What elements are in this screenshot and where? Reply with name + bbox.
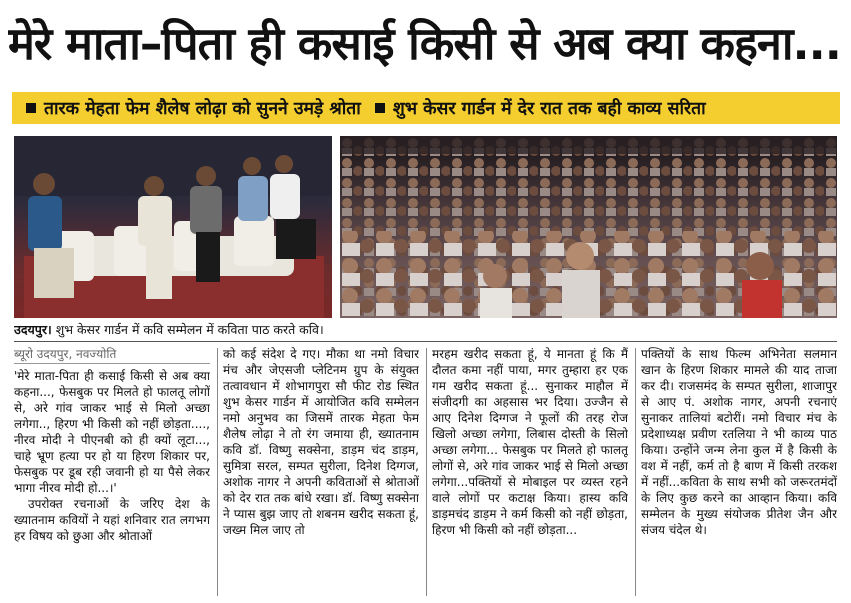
subheading-bar: [12, 92, 840, 124]
column-divider: [635, 348, 636, 596]
article-column-3: [432, 346, 628, 598]
bullet-square-icon: [375, 103, 385, 113]
byline: ब्यूरो उदयपुर, नवज्योति: [14, 346, 210, 364]
column-divider: [217, 348, 218, 596]
audience-photo: [340, 136, 837, 318]
caption-text: शुभ केसर गार्डन में कवि सम्मेलन में कविता पाठ करते कवि।: [55, 322, 324, 337]
headline: मेरे माता–पिता ही कसाई किसी से अब क्या कहना...: [8, 17, 841, 70]
article-column-2: [223, 346, 419, 598]
article-paragraph: को कई संदेश दे गए। मौका था नमो विचार मंच और जेएसजी प्लेटिनम ग्रुप के संयुक्त तत्वावधान में शोभागपुरा सौ फीट रोड स्थित शुभ केसर गार्डन में आयोजित कवि सम्मेलन नमो अनुभव का जिसमें तारक मेहता फेम शैलेष लोढ़ा ने तो रंग जमाया ही, ख्यातनाम कवि डॉ. विष्णु सक्सेना, डाड़म चंद डाड़म, सुमित्रा सरल, सम्पत सुरीला, दिनेश दिग्गज, अशोक नागर ने अपनी कविताओं से श्रोताओं को देर रात तक बांधे रखा। डॉ. विष्णु सक्सेना ने प्यास बुझ जाए तो शबनम खरीद सकता हूं, जख्म मिल जाए तो: [223, 347, 419, 537]
bullet-square-icon: [26, 103, 36, 113]
divider: [14, 341, 837, 342]
subheading-1: तारक मेहता फेम शैलेष लोढ़ा को सुनने उमड़े श्रोता: [44, 99, 361, 119]
column-divider: [426, 348, 427, 596]
article-paragraph: मरहम खरीद सकता हूं, ये मानता हूं कि मैं दौलत कमा नहीं पाया, मगर तुम्हारा हर एक गम खरीद सकता हूं... सुनाकर माहौल में संजीदगी का अहसास भर दिया। उज्जैन से आए दिनेश दिग्गज ने फूलों की तरह रोज खिलो अच्छा लगेगा, लिबास दोस्ती के सिलो अच्छा लगेगा... फेसबुक पर मिलते हो फालतू लोगों से, अरे गांव जाकर भाई से मिलो अच्छा लगेगा...पक्तियों से मोबाइल पर व्यस्त रहने वाले लोगों पर कटाक्ष किया। हास्य कवि डाड़मचंद डाड़म ने कर्म किसी को नहीं छोड़ता, हिरण भी किसी को नहीं छोड़ता...: [432, 347, 628, 537]
article-column-1: [14, 346, 210, 598]
subheading-2: शुभ केसर गार्डन में देर रात तक बही काव्य सरिता: [392, 99, 706, 119]
audience-illustration: [340, 136, 837, 318]
article-paragraph: 'मेरे माता-पिता ही कसाई किसी से अब क्या कहना..., फेसबुक पर मिलते हो फालतू लोगों से, अरे गांव जाकर भाई से मिलो अच्छा लगेगा.., हिरण भी किसी को नहीं छोड़ता...., नीरव मोदी ने पीएनबी को ही क्यों लूटा..., चाहे भ्रूण हत्या पर हो या हिरण शिकार पर, फेसबुक पर डूब रही जवानी हो या पैसे लेकर भागा नीरव मोदी हो...।': [14, 369, 210, 495]
stage-illustration: [14, 136, 332, 318]
article-column-4: [641, 346, 837, 598]
article-paragraph: उपरोक्त रचनाओं के जरिए देश के ख्यातनाम कवियों ने यहां शनिवार रात लगभग हर विषय को छुआ और श्रोताओं: [14, 497, 210, 543]
caption-place: उदयपुर।: [14, 322, 52, 337]
stage-photo: [14, 136, 332, 318]
article-paragraph: पक्तियों के साथ फिल्म अभिनेता सलमान खान के हिरण शिकार मामले की याद ताजा कर दी। राजसमंद के सम्पत सुरीला, शाजापुर से आए पं. अशोक नागर, अपनी रचनाएं सुनाकर तालियां बटोरीं। नमो विचार मंच के प्रदेशाध्यक्ष प्रवीण रतलिया ने भी काव्य पाठ किया। उन्होंने जन्म लेना कुल में है किसी के वश में नहीं, कर्म तो है बाण में किसी तरकश में नहीं...कविता के साथ सभी को जरूरतमंदों के लिए कुछ करने का आव्हान किया। कवि सम्मेलन के मुख्य संयोजक प्रीतेश जैन और संजय चंदेल थे।: [641, 347, 837, 537]
photo-caption: [14, 319, 837, 341]
